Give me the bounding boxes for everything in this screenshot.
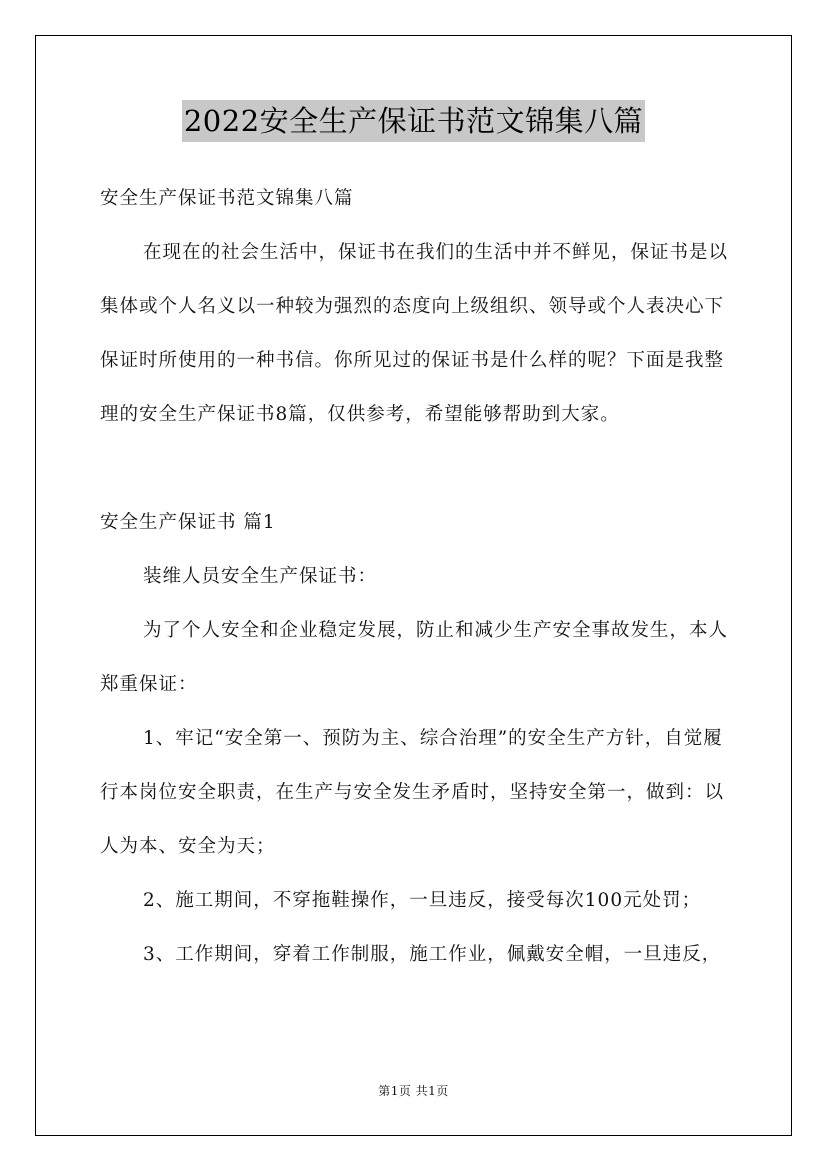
subtitle-paragraph: 安全生产保证书范文锦集八篇 — [100, 188, 354, 209]
list-item-2: 2、施工期间，不穿拖鞋操作，一旦违反，接受每次100元处罚； — [143, 890, 702, 911]
section-heading: 安全生产保证书 篇1 — [100, 512, 276, 533]
document-body — [100, 172, 740, 982]
list-item-1: 1、牢记“安全第一、预防为主、综合治理”的安全生产方针，自觉履行本岗位安全职责，在生产与安全发生矛盾时，坚持安全第一，做到：以人为本、安全为天； — [100, 728, 725, 857]
body-paragraph: 装维人员安全生产保证书： — [143, 566, 378, 587]
intro-paragraph: 在现在的社会生活中，保证书在我们的生活中并不鲜见，保证书是以集体或个人名义以一种较为强烈的态度向上级组织、领导或个人表决心下保证时所使用的一种书信。你所见过的保证书是什么样的呢？下面是我整理的安全生产保证书8篇，仅供参考，希望能够帮助到大家。 — [100, 242, 729, 425]
page-footer: 第1页 共1页 — [378, 1084, 449, 1098]
blank-line — [100, 442, 740, 496]
document-title: 2022安全生产保证书范文锦集八篇 — [182, 100, 645, 142]
body-paragraph: 为了个人安全和企业稳定发展，防止和减少生产安全事故发生，本人郑重保证： — [100, 620, 729, 695]
list-item-3: 3、工作期间，穿着工作制服，施工作业，佩戴安全帽，一旦违反， — [143, 944, 722, 965]
title-container — [0, 100, 827, 142]
